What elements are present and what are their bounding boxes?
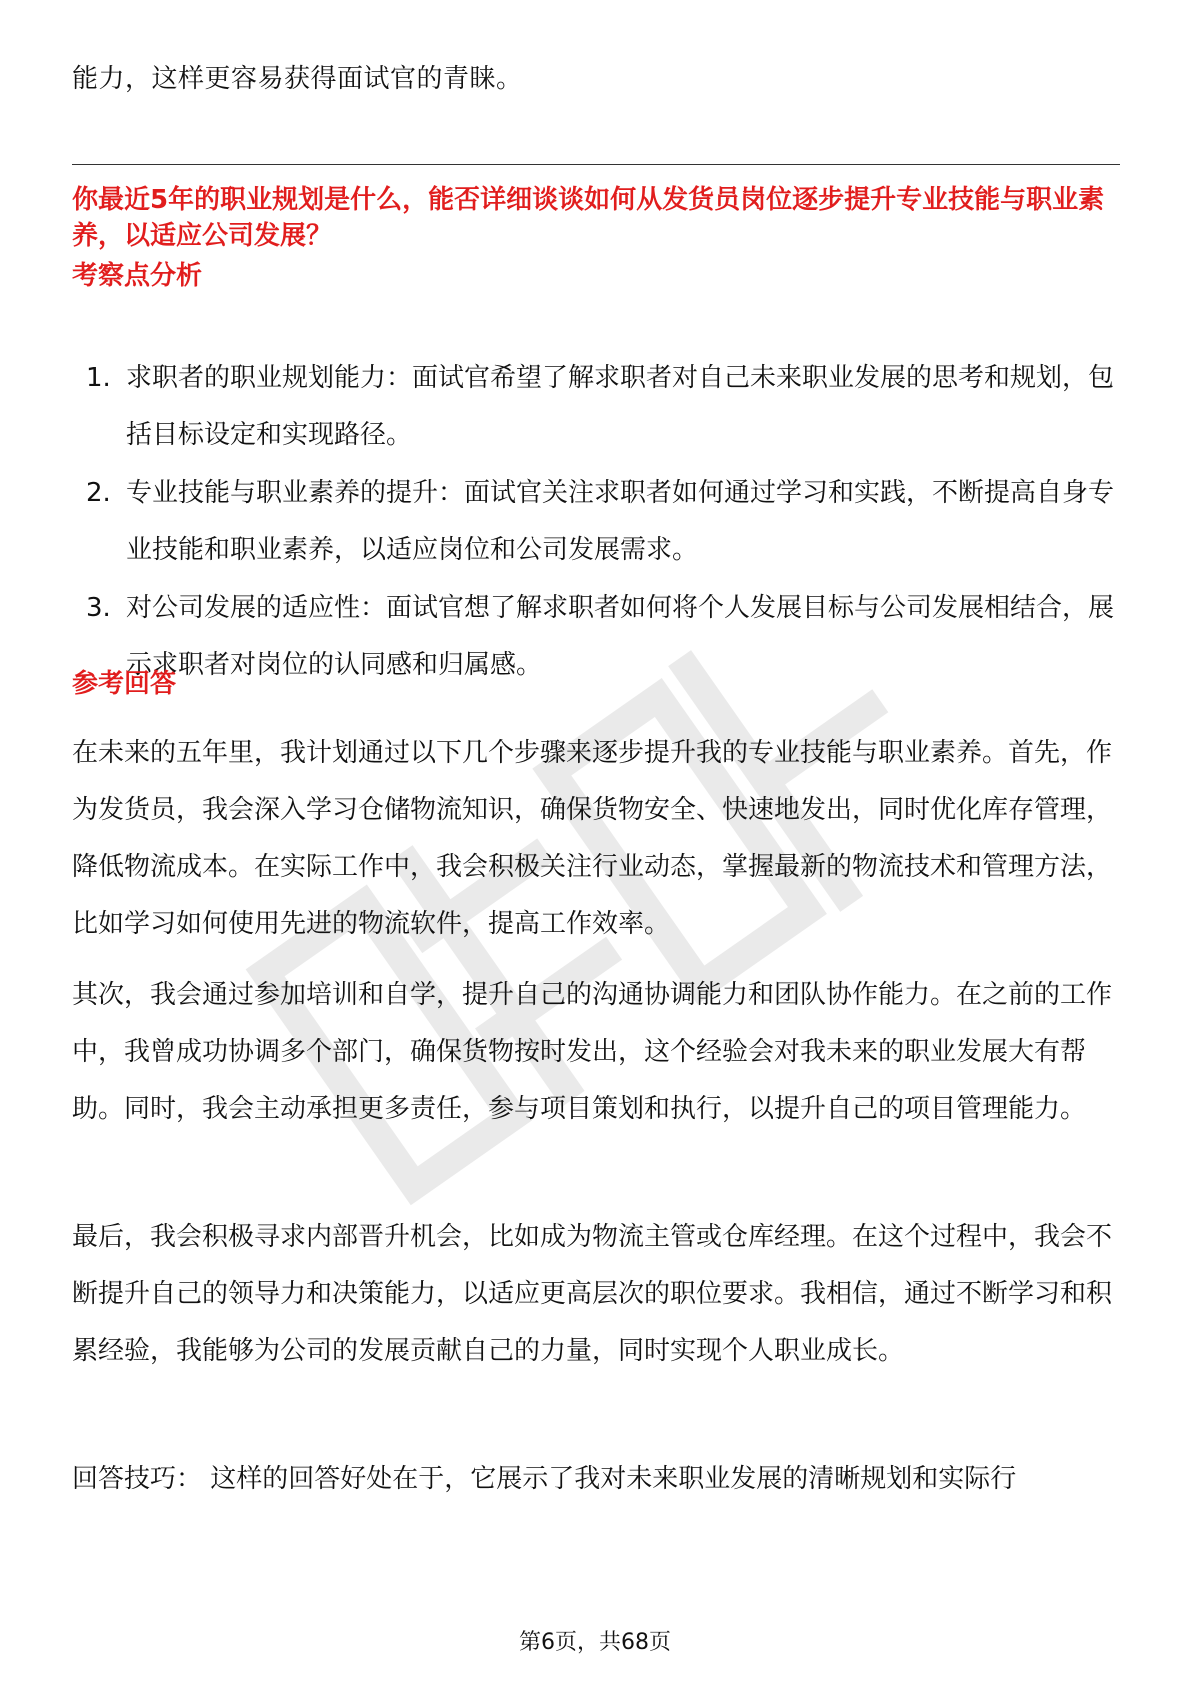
section-divider [72, 164, 1120, 165]
page-number: 第6页，共68页 [519, 1630, 671, 1655]
list-item [72, 350, 1122, 464]
answer-heading: 参考回答 [72, 669, 177, 699]
list-item-number: 1. [86, 363, 111, 393]
intro-text: 能力，这样更容易获得面试官的青睐。 [72, 64, 523, 94]
question-heading: 你最近5年的职业规划是什么，能否详细谈谈如何从发货员岗位逐步提升专业技能与职业素养，以适应公司发展？ [72, 185, 1105, 251]
answer-paragraph: 在未来的五年里，我计划通过以下几个步骤来逐步提升我的专业技能与职业素养。首先，作为发货员，我会深入学习仓储物流知识，确保货物安全、快速地发出，同时优化库存管理，降低物流成本。在实际工作中，我会积极关注行业动态，掌握最新的物流技术和管理方法，比如学习如何使用先进的物流软件，提高工作效率。 [72, 738, 1113, 939]
answer-tip: 回答技巧： 这样的回答好处在于，它展示了我对未来职业发展的清晰规划和实际行 [72, 1464, 1017, 1494]
intro-block [72, 58, 1120, 100]
analysis-heading: 考察点分析 [72, 261, 203, 291]
list-item-text: 对公司发展的适应性：面试官想了解求职者如何将个人发展目标与公司发展相结合，展示求职者对岗位的认同感和归属感。 [126, 593, 1115, 680]
analysis-list [72, 350, 1122, 695]
list-item-text: 求职者的职业规划能力：面试官希望了解求职者对自己未来职业发展的思考和规划，包括目标设定和实现路径。 [126, 363, 1115, 450]
list-item-text: 专业技能与职业素养的提升：面试官关注求职者如何通过学习和实践，不断提高自身专业技能和职业素养，以适应岗位和公司发展需求。 [126, 478, 1115, 565]
answer-paragraph: 其次，我会通过参加培训和自学，提升自己的沟通协调能力和团队协作能力。在之前的工作中，我曾成功协调多个部门，确保货物按时发出，这个经验会对我未来的职业发展大有帮助。同时，我会主动承担更多责任，参与项目策划和执行，以提升自己的项目管理能力。 [72, 980, 1113, 1124]
list-item [72, 465, 1122, 579]
list-item-number: 2. [86, 478, 111, 508]
list-item-number: 3. [86, 593, 111, 623]
answer-paragraph: 最后，我会积极寻求内部晋升机会，比如成为物流主管或仓库经理。在这个过程中，我会不断提升自己的领导力和决策能力，以适应更高层次的职位要求。我相信，通过不断学习和积累经验，我能够为公司的发展贡献自己的力量，同时实现个人职业成长。 [72, 1222, 1113, 1366]
list-item [72, 580, 1122, 694]
